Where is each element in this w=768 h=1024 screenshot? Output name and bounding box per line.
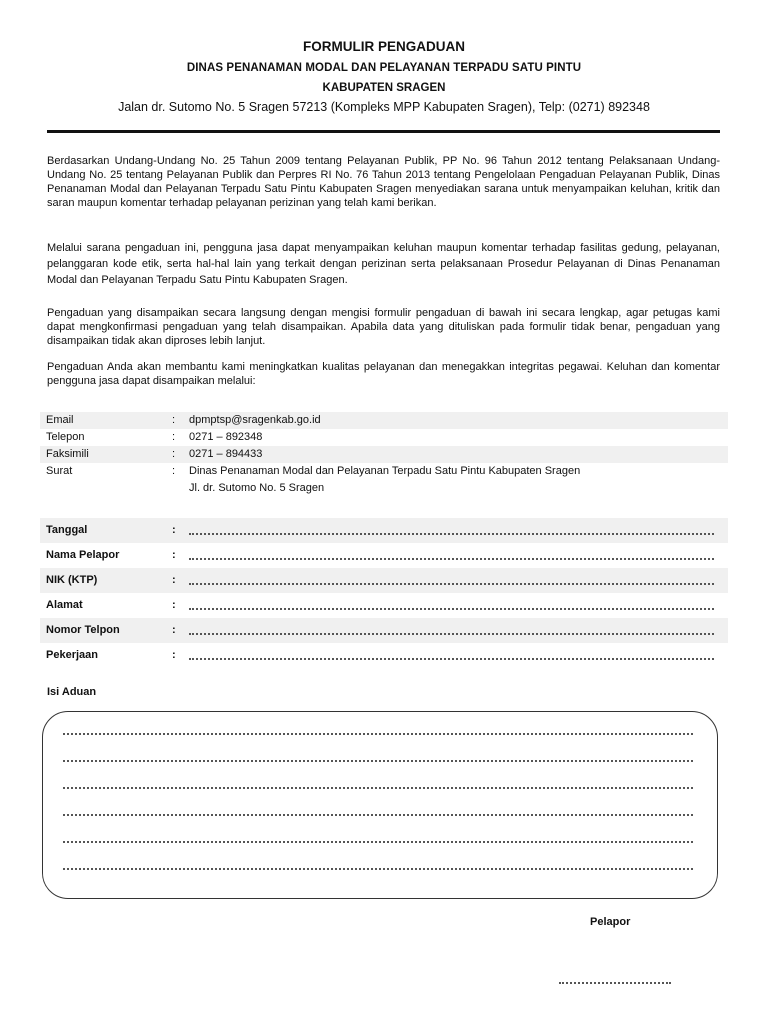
complaint-fill-line[interactable] xyxy=(63,787,693,789)
complaint-text-box[interactable] xyxy=(42,711,718,899)
contact-label: Surat xyxy=(46,465,73,477)
field-row-date xyxy=(40,518,728,543)
intro-paragraph-channels: Pengaduan Anda akan membantu kami meningkatkan kualitas pelayanan dan menegakkan integritas pegawai. Keluhan dan komentar pengguna jasa dapat disampaikan melalui: xyxy=(47,361,720,387)
colon: : xyxy=(172,465,176,477)
agency-name: DINAS PENANAMAN MODAL DAN PELAYANAN TERPADU SATU PINTU xyxy=(186,62,582,74)
mail-recipient: Dinas Penanaman Modal dan Pelayanan Terpadu Satu Pintu Kabupaten Sragen xyxy=(189,465,581,477)
colon: : xyxy=(172,574,176,586)
colon: : xyxy=(172,624,176,636)
contact-row-phone xyxy=(40,429,728,446)
region-name: KABUPATEN SRAGEN xyxy=(322,82,446,94)
contact-channels-table xyxy=(40,412,728,497)
phone-number: 0271 – 892348 xyxy=(189,431,263,443)
field-label-address: Alamat xyxy=(46,599,83,611)
intro-paragraph-legal-basis: Berdasarkan Undang-Undang No. 25 Tahun 2009 tentang Pelayanan Publik, PP No. 96 Tahun 2012 tentang Pelaksanaan Undang-Undang No. 25 tentang Pelayanan Publik dan Perpres RI No. 76 Tahun 2013 tentang Pengelolaan Pengaduan Pelayanan Publik, Dinas Penanaman Modal dan Pelayanan Terpadu Satu Pintu Kabupaten Sragen menyediakan sarana untuk menyampaikan keluhan, kritik dan saran maupun komentar terhadap pelayanan perizinan yang telah kami berikan. xyxy=(47,155,720,209)
colon: : xyxy=(172,448,176,460)
email-address: dpmptsp@sragenkab.go.id xyxy=(189,414,321,426)
mail-street-address: Jl. dr. Sutomo No. 5 Sragen xyxy=(189,482,325,494)
contact-row-mail xyxy=(40,463,728,480)
field-row-nik xyxy=(40,568,728,593)
complaint-fill-line[interactable] xyxy=(63,841,693,843)
contact-row-email xyxy=(40,412,728,429)
address-fill-line[interactable] xyxy=(189,608,714,610)
contact-label: Faksimili xyxy=(46,448,89,460)
colon: : xyxy=(172,431,176,443)
agency-address: Jalan dr. Sutomo No. 5 Sragen 57213 (Kompleks MPP Kabupaten Sragen), Telp: (0271) 892348 xyxy=(118,100,650,114)
field-label-nik: NIK (KTP) xyxy=(46,574,98,586)
phone-fill-line[interactable] xyxy=(189,633,714,635)
intro-paragraph-scope: Melalui sarana pengaduan ini, pengguna jasa dapat menyampaikan keluhan maupun komentar terhadap fasilitas gedung, pelayanan, pelanggaran kode etik, serta hal-hal lain yang terkait dengan perizinan serta pelaksanaan Prosedur Pelayanan di Dinas Penanaman Modal dan Pelayanan Terpadu Satu Pintu Kabupaten Sragen. xyxy=(47,242,720,286)
contact-label: Telepon xyxy=(46,431,85,443)
reporter-signature-label: Pelapor xyxy=(590,916,631,928)
colon: : xyxy=(172,524,176,536)
complaint-fill-line[interactable] xyxy=(63,733,693,735)
field-row-reporter-name xyxy=(40,543,728,568)
contact-row-fax xyxy=(40,446,728,463)
fax-number: 0271 – 894433 xyxy=(189,448,263,460)
intro-paragraph-procedure: Pengaduan yang disampaikan secara langsung dengan mengisi formulir pengaduan di bawah ini secara lengkap, agar petugas kami dapat mengkonfirmasi pengaduan yang telah disampaikan. Apabila data yang dituliskan pada formulir tidak benar, pengaduan yang disampaikan tidak akan diproses lebih lanjut. xyxy=(47,307,720,347)
complaint-fill-line[interactable] xyxy=(63,814,693,816)
reporter-fields xyxy=(40,518,728,668)
nik-fill-line[interactable] xyxy=(189,583,714,585)
field-label-reporter-name: Nama Pelapor xyxy=(46,549,120,561)
reporter-name-fill-line[interactable] xyxy=(189,558,714,560)
field-row-occupation xyxy=(40,643,728,668)
header-divider xyxy=(47,130,720,133)
occupation-fill-line[interactable] xyxy=(189,658,714,660)
complaint-label: Isi Aduan xyxy=(47,686,97,698)
colon: : xyxy=(172,549,176,561)
field-label-occupation: Pekerjaan xyxy=(46,649,98,661)
complaint-fill-line[interactable] xyxy=(63,868,693,870)
date-fill-line[interactable] xyxy=(189,533,714,535)
colon: : xyxy=(172,414,176,426)
colon: : xyxy=(172,649,176,661)
contact-row-mail-address xyxy=(40,480,728,497)
field-row-address xyxy=(40,593,728,618)
signature-fill-line[interactable] xyxy=(559,982,671,984)
contact-label: Email xyxy=(46,414,74,426)
complaint-fill-line[interactable] xyxy=(63,760,693,762)
field-label-date: Tanggal xyxy=(46,524,88,536)
field-label-phone: Nomor Telpon xyxy=(46,624,120,636)
form-title: FORMULIR PENGADUAN xyxy=(303,39,465,54)
field-row-phone xyxy=(40,618,728,643)
colon: : xyxy=(172,599,176,611)
